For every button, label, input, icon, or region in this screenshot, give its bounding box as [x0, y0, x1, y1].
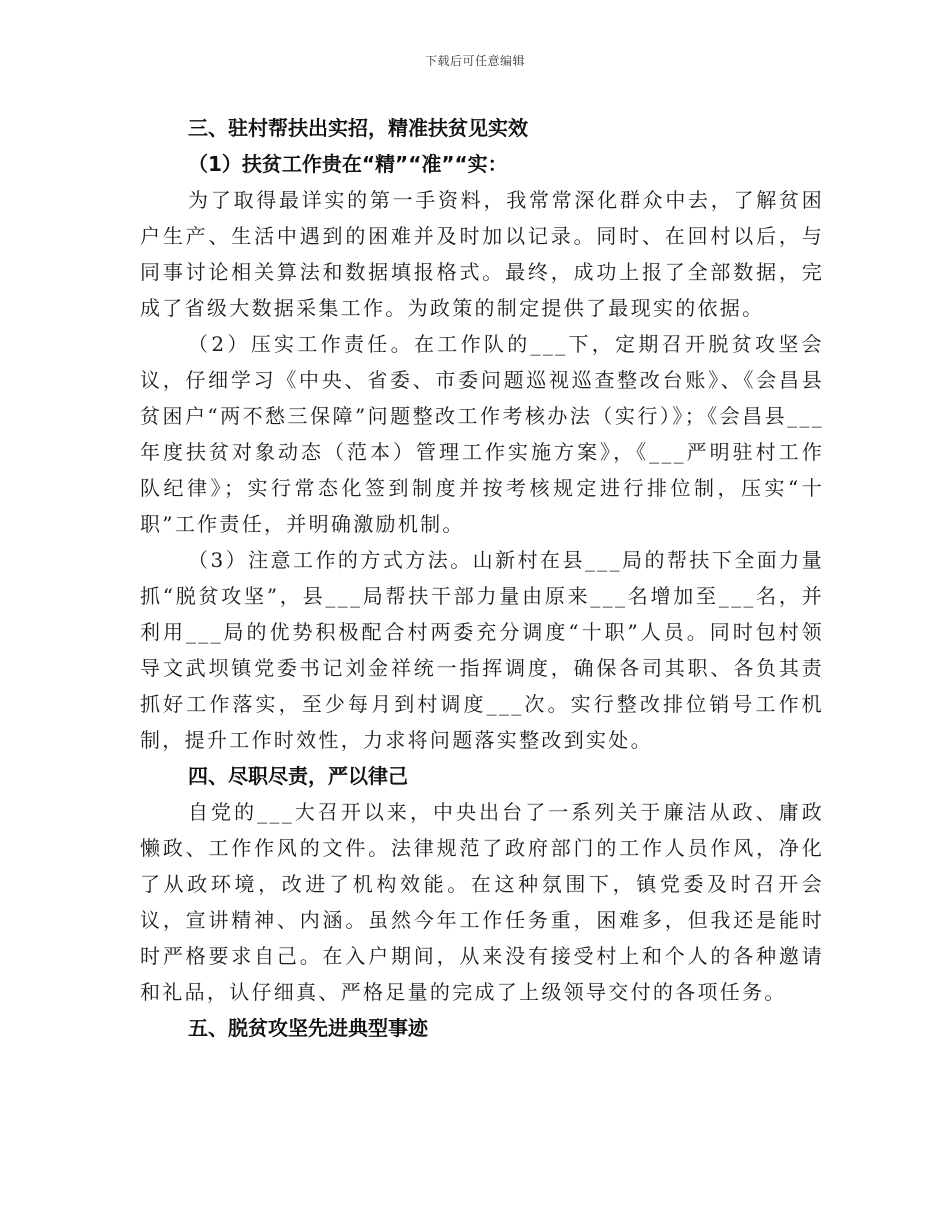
section-3-sub3-paragraph: （3）注意工作的方式方法。山新村在县___局的帮扶下全面力量抓“脱贫攻坚”，县___局帮扶干部力量由原来___名增加至___名，并利用___局的优势积极配合村两委充分调度“十职”人员。同时包村领导文武坝镇党委书记刘金祥统一指挥调度，确保各司其职、各负其责抓好工作落实，至少每月到村调度___次。实行整改排位销号工作机制，提升工作时效性，力求将问题落实整改到实处。 — [140, 548, 824, 752]
section-5-heading: 五、脱贫攻坚先进典型事迹 — [188, 1016, 428, 1040]
section-4-heading: 四、尽职尽责，严以律己 — [188, 764, 408, 788]
header-note: 下载后可任意编辑 — [424, 54, 525, 68]
section-3-sub1-heading: （1）扶贫工作贵在“精”“准”“实： — [188, 152, 508, 176]
document-body — [140, 110, 824, 1046]
section-4-paragraph: 自党的___大召开以来，中央出台了一系列关于廉洁从政、庸政懒政、工作作风的文件。法律规范了政府部门的工作人员作风，净化了从政环境，改进了机构效能。在这种氛围下，镇党委及时召开会议，宣讲精神、内涵。虽然今年工作任务重，困难多，但我还是能时时严格要求自己。在入户期间，从来没有接受村上和个人的各种邀请和礼品，认仔细真、严格足量的完成了上级领导交付的各项任务。 — [140, 800, 824, 1004]
section-3-heading: 三、驻村帮扶出实招，精准扶贫见实效 — [188, 116, 528, 140]
section-3-sub2-paragraph: （2）压实工作责任。在工作队的___下，定期召开脱贫攻坚会议，仔细学习《中央、省委、市委问题巡视巡查整改台账》、《会昌县贫困户“两不愁三保障”问题整改工作考核办法（实行）》；《会昌县___年度扶贫对象动态（范本）管理工作实施方案》，《___严明驻村工作队纪律》；实行常态化签到制度并按考核规定进行排位制，压实“十职”工作责任，并明确激励机制。 — [140, 332, 824, 536]
section-3-sub1-paragraph: 为了取得最详实的第一手资料，我常常深化群众中去，了解贫困户生产、生活中遇到的困难并及时加以记录。同时、在回村以后，与同事讨论相关算法和数据填报格式。最终，成功上报了全部数据，完成了省级大数据采集工作。为政策的制定提供了最现实的依据。 — [140, 188, 824, 320]
